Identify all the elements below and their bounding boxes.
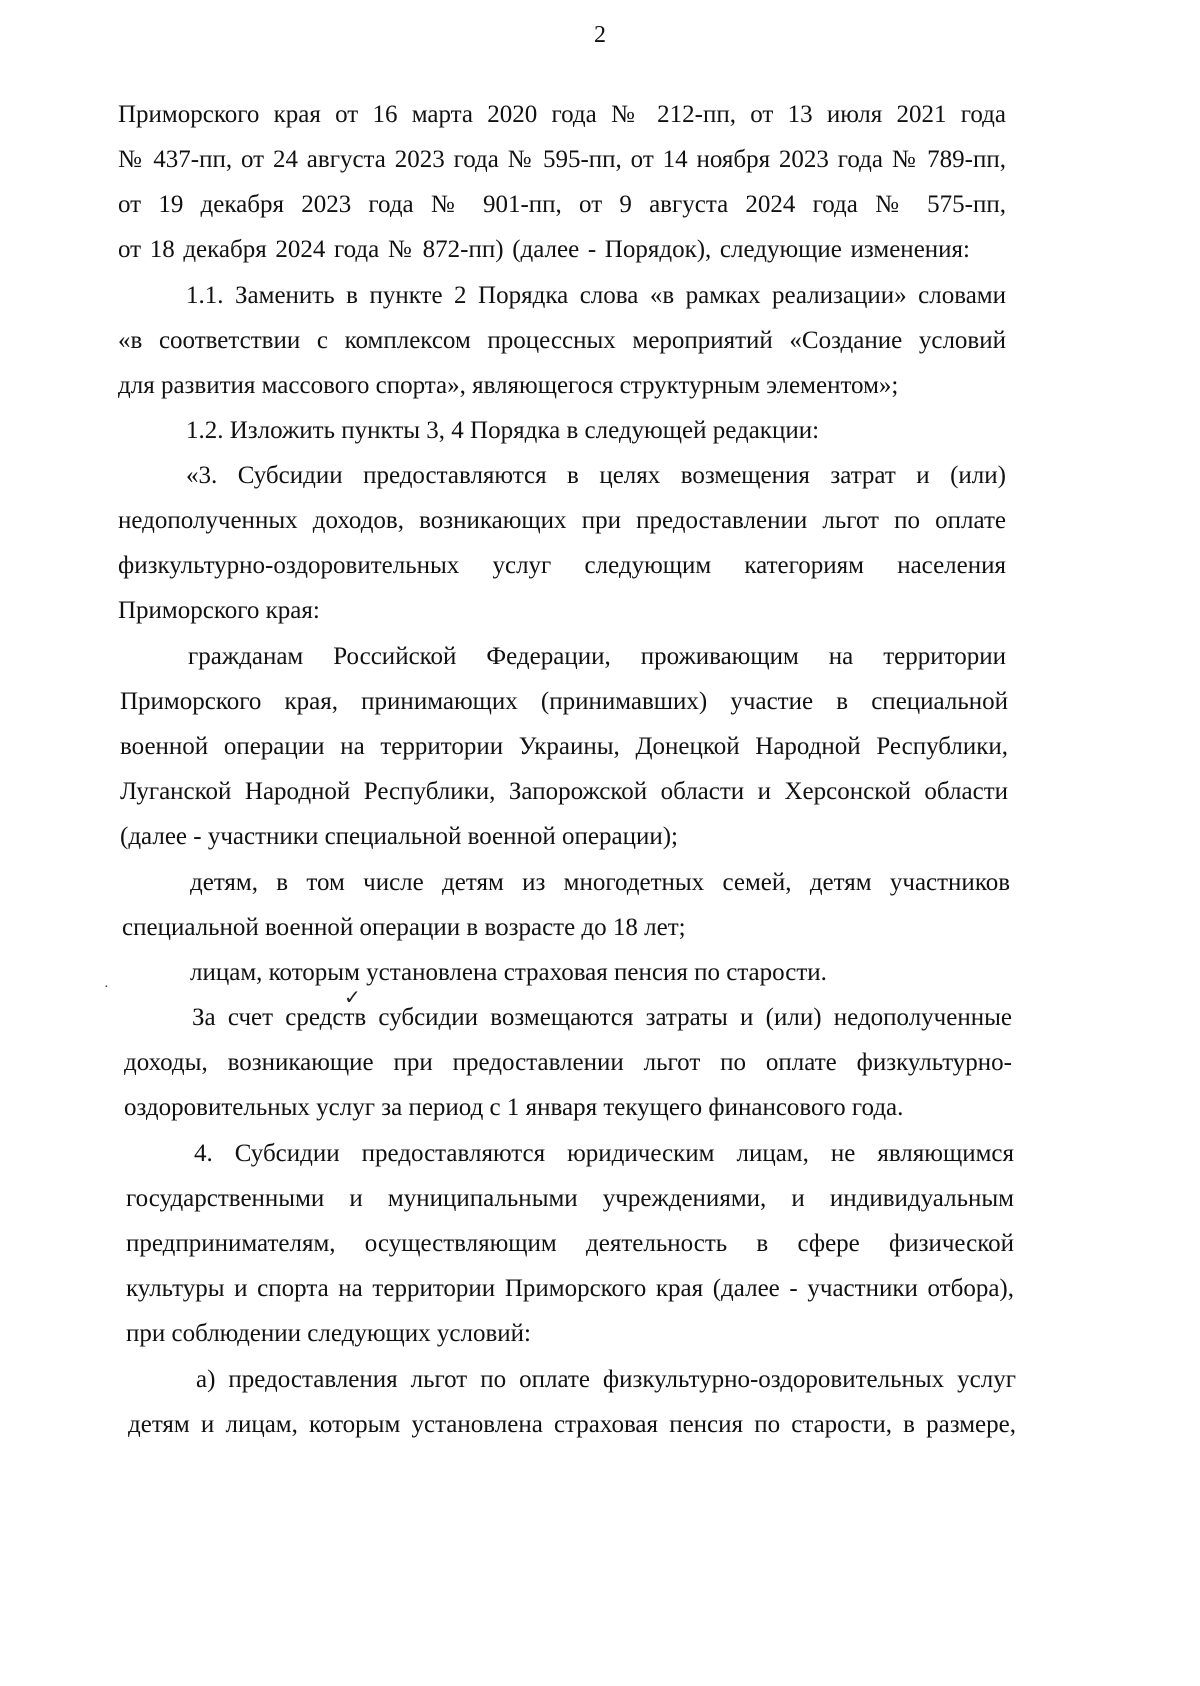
text-line: Луганской Народной Республики, Запорожской области и Херсонской области bbox=[120, 778, 1008, 805]
text-line: предпринимателям, осуществляющим деятельность в сфере физической bbox=[126, 1230, 1014, 1257]
text-line: детям и лицам, которым установлена страховая пенсия по старости, в размере, bbox=[128, 1411, 1016, 1438]
text-line: доходы, возникающие при предоставлении льгот по оплате физкультурно- bbox=[124, 1049, 1012, 1076]
text-line: при соблюдении следующих условий: bbox=[126, 1320, 531, 1347]
text-line: от 18 декабря 2024 года № 872-пп) (далее - Порядок), следующие изменения: bbox=[118, 236, 970, 263]
text-line: физкультурно-оздоровительных услуг следующим категориям населения bbox=[118, 552, 1006, 579]
text-line: «в соответствии с комплексом процессных мероприятий «Создание условий bbox=[118, 327, 1006, 354]
text-line: № 437-пп, от 24 августа 2023 года № 595-пп, от 14 ноября 2023 года № 789-пп, bbox=[118, 146, 1006, 173]
text-line: (далее - участники специальной военной операции); bbox=[120, 823, 679, 850]
text-line: Приморского края: bbox=[118, 597, 320, 624]
text-line: лицам, которым установлена страховая пенсия по старости. bbox=[190, 959, 827, 986]
text-line: оздоровительных услуг за период с 1 января текущего финансового года. bbox=[124, 1094, 904, 1121]
text-line: 1.2. Изложить пункты 3, 4 Порядка в следующей редакции: bbox=[186, 417, 820, 444]
scan-artifact-mark: ✓ bbox=[344, 987, 361, 1009]
text-line: а) предоставления льгот по оплате физкультурно-оздоровительных услуг bbox=[196, 1366, 1016, 1393]
text-line: недополученных доходов, возникающих при предоставлении льгот по оплате bbox=[118, 507, 1006, 534]
text-line: от 19 декабря 2023 года № 901-пп, от 9 августа 2024 года № 575-пп, bbox=[118, 191, 1006, 218]
text-line: Приморского края, принимающих (принимавших) участие в специальной bbox=[120, 688, 1008, 715]
text-line: детям, в том числе детям из многодетных семей, детям участников bbox=[190, 869, 1010, 896]
text-line: специальной военной операции в возрасте до 18 лет; bbox=[122, 914, 686, 941]
scan-artifact-dot: · bbox=[104, 980, 109, 995]
text-line: культуры и спорта на территории Приморского края (далее - участники отбора), bbox=[126, 1275, 1014, 1302]
text-line: 4. Субсидии предоставляются юридическим лицам, не являющимся bbox=[194, 1140, 1014, 1167]
text-line: 1.1. Заменить в пункте 2 Порядка слова «в рамках реализации» словами bbox=[186, 282, 1006, 309]
text-line: За счет средств субсидии возмещаются затраты и (или) недополученные bbox=[192, 1004, 1012, 1031]
text-line: военной операции на территории Украины, Донецкой Народной Республики, bbox=[120, 733, 1008, 760]
page-number: 2 bbox=[594, 22, 606, 48]
text-line: Приморского края от 16 марта 2020 года № 212-пп, от 13 июля 2021 года bbox=[118, 101, 1006, 128]
text-line: государственными и муниципальными учреждениями, и индивидуальным bbox=[126, 1185, 1014, 1212]
text-line: «3. Субсидии предоставляются в целях возмещения затрат и (или) bbox=[186, 462, 1006, 489]
text-line: для развития массового спорта», являющегося структурным элементом»; bbox=[118, 372, 899, 399]
text-line: гражданам Российской Федерации, проживающим на территории bbox=[188, 643, 1006, 670]
